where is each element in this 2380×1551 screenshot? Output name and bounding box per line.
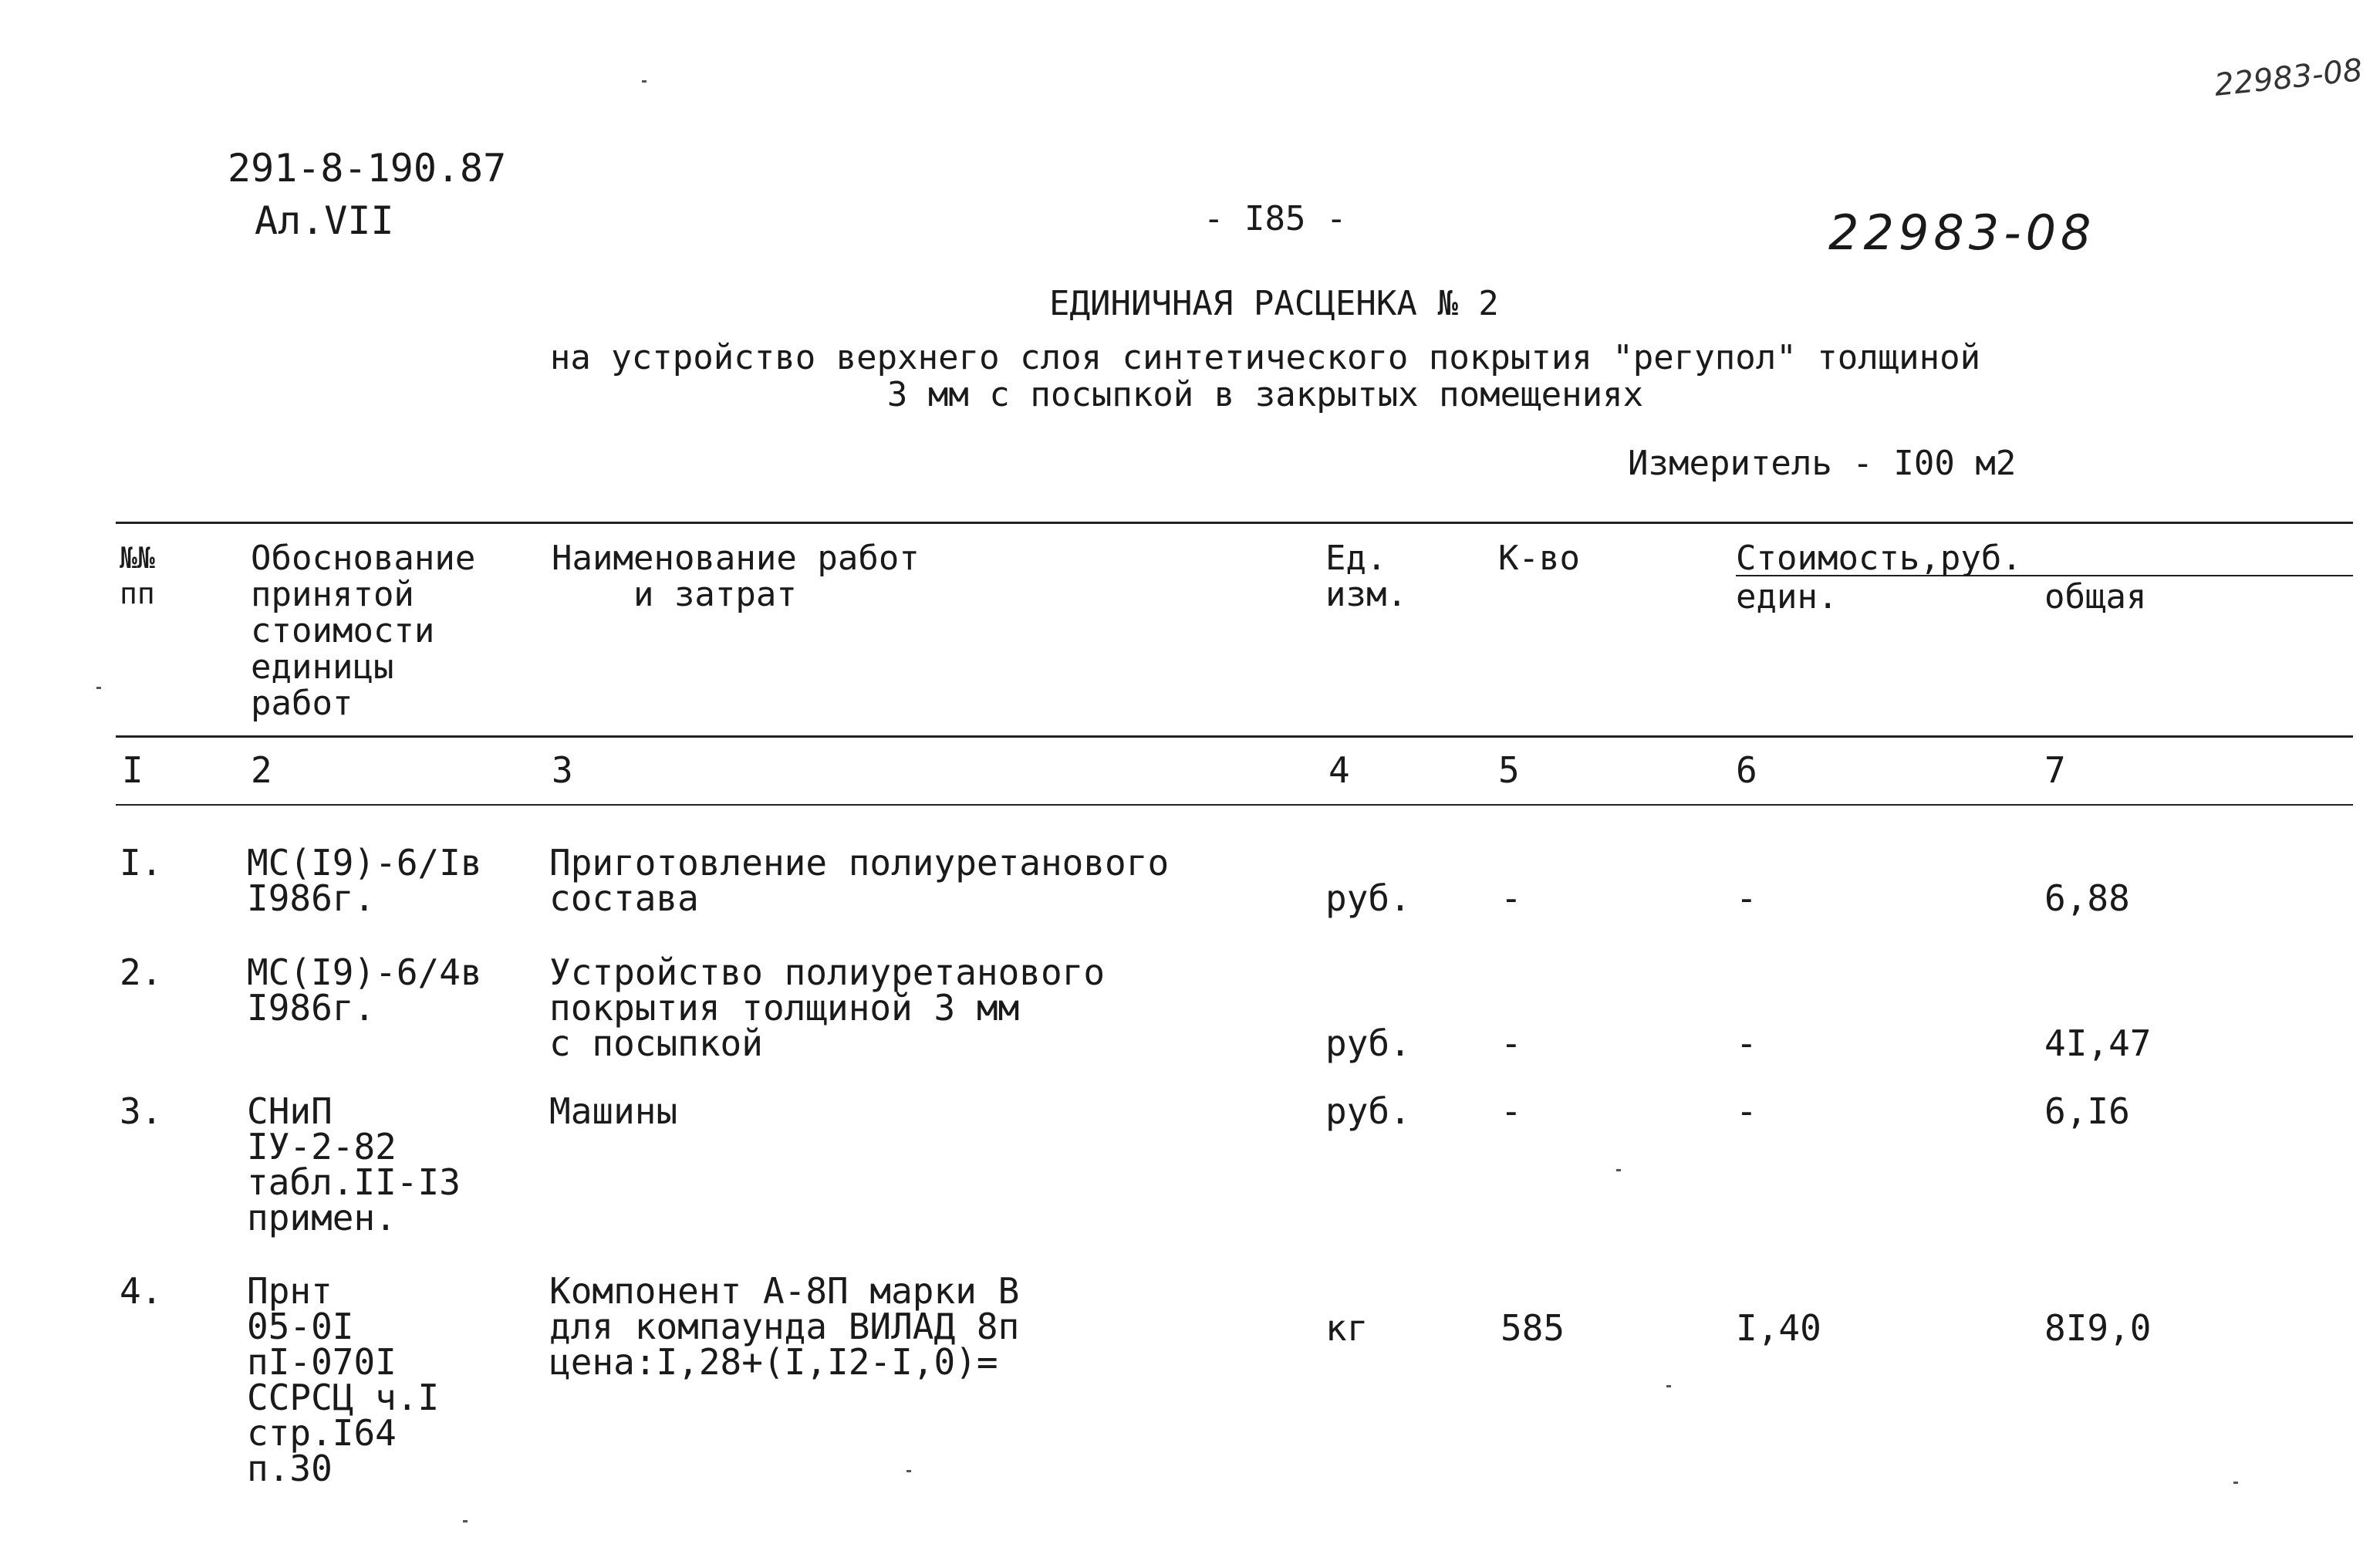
header-cost: Стоимость,руб. [1736,539,2022,578]
column-number: 3 [552,749,573,791]
row-unit: руб. [1325,1022,1411,1064]
row-price: - [1736,1090,1757,1132]
header-num: №№ пп [120,541,155,610]
row-total: 4I,47 [2044,1022,2152,1064]
project-code: 291-8-190.87 [228,146,507,191]
row-num: 4. [120,1270,163,1312]
row-unit: кг [1325,1307,1369,1349]
scan-speck [906,1470,911,1472]
row-num: 2. [120,951,163,993]
header-bottom-rule [116,735,2353,738]
row-qty: 585 [1501,1307,1565,1349]
row-num: I. [120,842,163,884]
row-total: 6,I6 [2044,1090,2130,1132]
row-qty: - [1501,1090,1522,1132]
scan-speck [1666,1385,1671,1387]
table-top-rule [116,522,2353,524]
row-qty: - [1501,1022,1522,1064]
document-number: 22983-08 [1828,204,2096,261]
row-total: 6,88 [2044,877,2130,919]
scan-speck [2233,1482,2238,1484]
page-title: ЕДИНИЧНАЯ РАСЦЕНКА № 2 [1049,284,1499,323]
row-price: - [1736,1022,1757,1064]
subtitle-line-2: 3 мм с посыпкой в закрытых помещениях [886,375,1644,414]
column-numbers-rule [116,804,2353,806]
header-qty: К-во [1498,539,1580,578]
header-name: Наименование работ и затрат [552,539,920,614]
column-number: 2 [251,749,272,791]
column-number: 6 [1736,749,1757,791]
measure-unit: Измеритель - I00 м2 [1628,444,2017,483]
row-price: - [1736,877,1757,919]
row-name: Компонент А-8П марки В для компаунда ВИЛАД 8п цена:I,28+(I,I2-I,0)= [549,1270,1020,1383]
row-total: 8I9,0 [2044,1307,2152,1349]
column-number: 5 [1498,749,1520,791]
header-cost-unit: един. [1736,577,1838,617]
row-basis: МС(I9)-6/Iв I986г. [247,842,482,919]
row-qty: - [1501,877,1522,919]
row-num: 3. [120,1090,163,1132]
column-number: 4 [1328,749,1350,791]
row-name: Приготовление полиуретанового состава [549,842,1170,919]
scan-speck [1616,1169,1621,1171]
header-unit: Ед. изм. [1325,539,1407,614]
column-number: 7 [2044,749,2066,791]
row-unit: руб. [1325,877,1411,919]
row-basis: СНиП IУ-2-82 табл.II-I3 примен. [247,1090,461,1238]
row-name: Машины [549,1090,678,1132]
row-basis: МС(I9)-6/4в I986г. [247,951,482,1029]
album-number: Ал.VII [255,198,394,243]
column-number: I [122,749,143,791]
row-unit: руб. [1325,1090,1411,1132]
subtitle-line-1: на устройство верхнего слоя синтетического покрытия "регупол" толщиной [549,338,1981,377]
scan-speck [96,687,101,689]
row-price: I,40 [1736,1307,1821,1349]
header-cost-total: общая [2044,577,2147,617]
scan-speck [463,1520,468,1522]
row-name: Устройство полиуретанового покрытия толщиной 3 мм с посыпкой [549,951,1106,1064]
scan-speck [642,80,646,83]
row-basis: Прнт 05-0I пI-070I ССРСЦ ч.I стр.I64 п.30 [247,1270,440,1489]
page-number: - I85 - [1204,199,1347,238]
header-basis: Обоснование принятой стоимости единицы работ [251,539,476,723]
handwritten-corner-note: 22983-08 [2213,52,2365,103]
